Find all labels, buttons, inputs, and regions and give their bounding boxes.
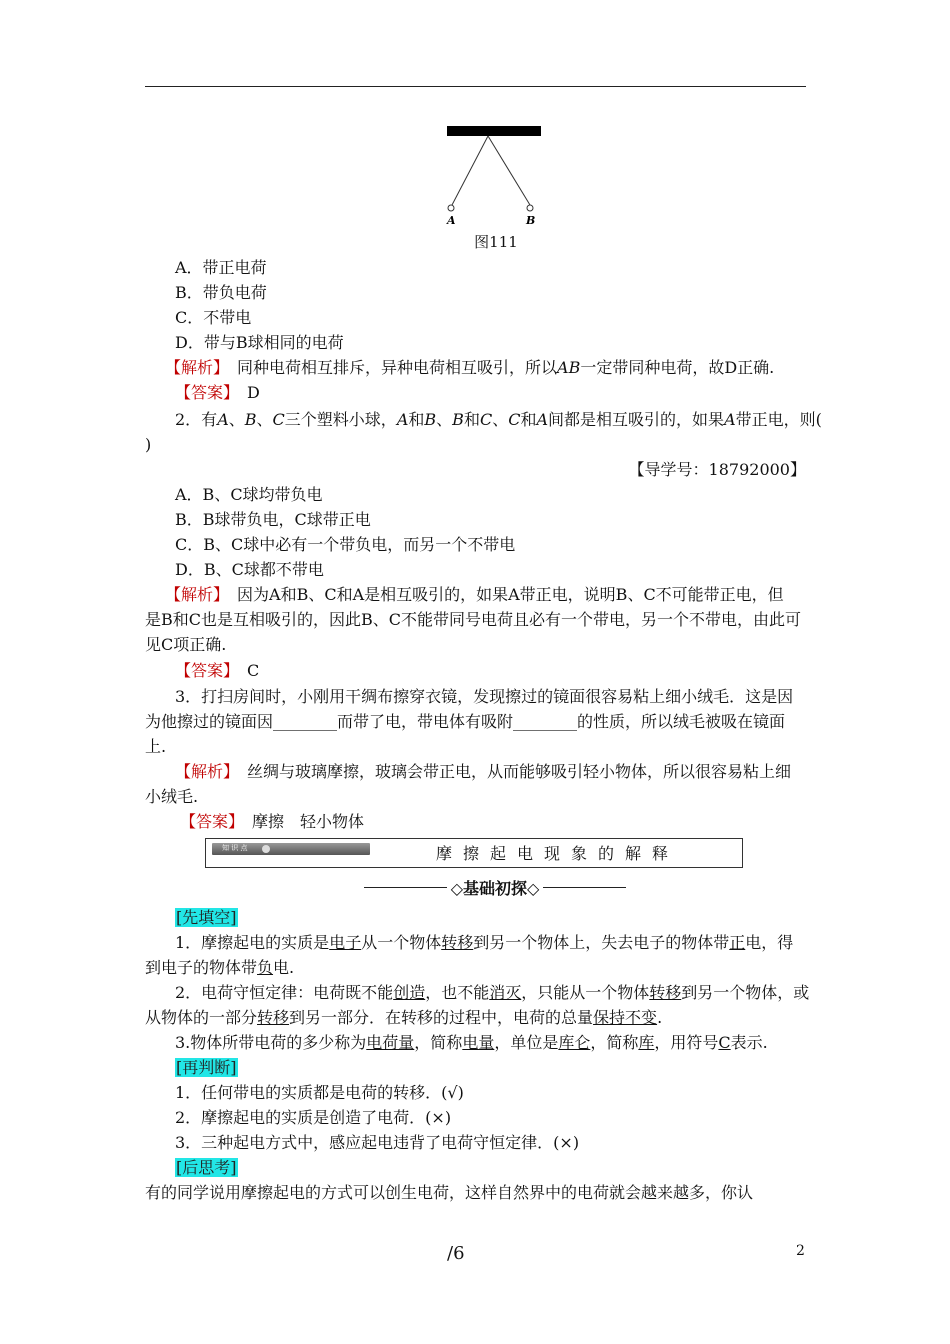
q3-stem-line2: 为他擦过的镜面因________而带了电，带电体有吸附________的性质，所以绒毛被吸在镜面: [145, 712, 786, 731]
analysis-tag: 【解析】: [165, 358, 222, 377]
q1-option-a: A．带正电荷: [175, 258, 267, 277]
think-tag: [后思考]: [176, 1158, 237, 1177]
heading-rule-left: [364, 887, 447, 888]
ceiling-bar: [447, 126, 541, 136]
ball-b: [527, 205, 533, 211]
answer-tag: 【答案】: [175, 661, 232, 680]
q1-option-c: C．不带电: [175, 308, 252, 327]
q3-answer: 【答案】 摩擦 轻小物体: [180, 812, 365, 831]
q1-option-d: D．带与B球相同的电荷: [175, 333, 344, 352]
analysis-tag: 【解析】: [165, 585, 222, 604]
fill-p2-line2: 从物体的一部分转移到另一部分．在转移的过程中，电荷的总量保持不变.: [145, 1008, 663, 1027]
q1-analysis: 【解析】 同种电荷相互排斥，异种电荷相互吸引，所以AB一定带同种电荷，故D正确.: [165, 358, 775, 377]
judge-item-2: 2．摩擦起电的实质是创造了电荷．(×): [175, 1108, 452, 1127]
q2-stem-end: ): [145, 435, 152, 454]
ball-a: [448, 205, 454, 211]
label-a: A: [447, 214, 456, 227]
think-text: 有的同学说用摩擦起电的方式可以创生电荷，这样自然界中的电荷就会越来越多，你认: [145, 1183, 754, 1202]
judge-item-3: 3．三种起电方式中，感应起电违背了电荷守恒定律．(×): [175, 1133, 580, 1152]
q2-answer: 【答案】 C: [175, 661, 260, 680]
knowledge-point-bar: [205, 838, 743, 868]
heading-rule-right: [543, 887, 626, 888]
pendulum-figure: [430, 122, 560, 230]
analysis-tag: 【解析】: [175, 762, 232, 781]
q1-option-b: B．带负电荷: [175, 283, 267, 302]
fill-tag: [先填空]: [176, 908, 237, 927]
thread-b: [488, 136, 530, 205]
q2-option-c: C．B、C球中必有一个带负电，而另一个不带电: [175, 535, 516, 554]
q3-stem-line3: 上.: [145, 737, 167, 756]
section-title: 摩擦起电现象的解释: [436, 844, 680, 863]
judge-tag-line: [145, 1057, 836, 1079]
knowledge-badge: 知 识 点: [212, 843, 370, 855]
q1-answer: 【答案】 D: [175, 383, 260, 402]
fill-p1-line2: 到电子的物体带负电.: [145, 958, 295, 977]
fill-tag-line: [145, 907, 836, 929]
q3-analysis-line2: 小绒毛.: [145, 787, 199, 806]
badge-dot-icon: [262, 845, 270, 853]
judge-item-1: 1．任何带电的实质都是电荷的转移．(√): [175, 1083, 464, 1102]
label-b: B: [526, 214, 536, 227]
q2-analysis-line1: 【解析】 因为A和B、C和A是相互吸引的，如果A带正电，说明B、C不可能带正电，但: [165, 585, 784, 604]
footer-page-total: /6: [447, 1243, 465, 1264]
basic-exploration-heading: ◇基础初探◇: [360, 877, 630, 897]
judge-tag: [再判断]: [176, 1058, 237, 1077]
q2-analysis-line3: 见C项正确.: [145, 635, 227, 654]
fill-p2-line1: 2．电荷守恒定律：电荷既不能创造，也不能消灭，只能从一个物体转移到另一个物体，或: [175, 983, 810, 1002]
q3-stem-line1: 3．打扫房间时，小刚用干绸布擦穿衣镜，发现擦过的镜面很容易粘上细小绒毛．这是因: [175, 687, 794, 706]
q2-option-a: A．B、C球均带负电: [175, 485, 323, 504]
think-tag-line: [145, 1157, 836, 1179]
q3-analysis-line1: 【解析】 丝绸与玻璃摩擦，玻璃会带正电，从而能够吸引轻小物体，所以很容易粘上细: [175, 762, 792, 781]
footer-page-number: 2: [796, 1243, 805, 1259]
answer-tag: 【答案】: [180, 812, 237, 831]
figure-caption: 图111: [474, 233, 518, 251]
fill-p1-line1: 1．摩擦起电的实质是电子从一个物体转移到另一个物体上，失去电子的物体带正电，得: [175, 933, 794, 952]
q2-option-d: D．B、C球都不带电: [175, 560, 324, 579]
q2-stem: 2．有A、B、C三个塑料小球，A和B、B和C、C和A间都是相互吸引的，如果A带正电，则(: [175, 410, 822, 429]
thread-a: [452, 136, 488, 205]
fill-p3: 3.物体所带电荷的多少称为电荷量，简称电量，单位是库仑，简称库，用符号C表示.: [175, 1033, 768, 1052]
q2-option-b: B．B球带负电，C球带正电: [175, 510, 371, 529]
header-rule: [145, 86, 806, 87]
q2-analysis-line2: 是B和C也是互相吸引的，因此B、C不能带同号电荷且必有一个带电，另一个不带电，由此可: [145, 610, 802, 629]
answer-tag: 【答案】: [175, 383, 232, 402]
guide-number: 【导学号：18792000】: [628, 460, 806, 479]
